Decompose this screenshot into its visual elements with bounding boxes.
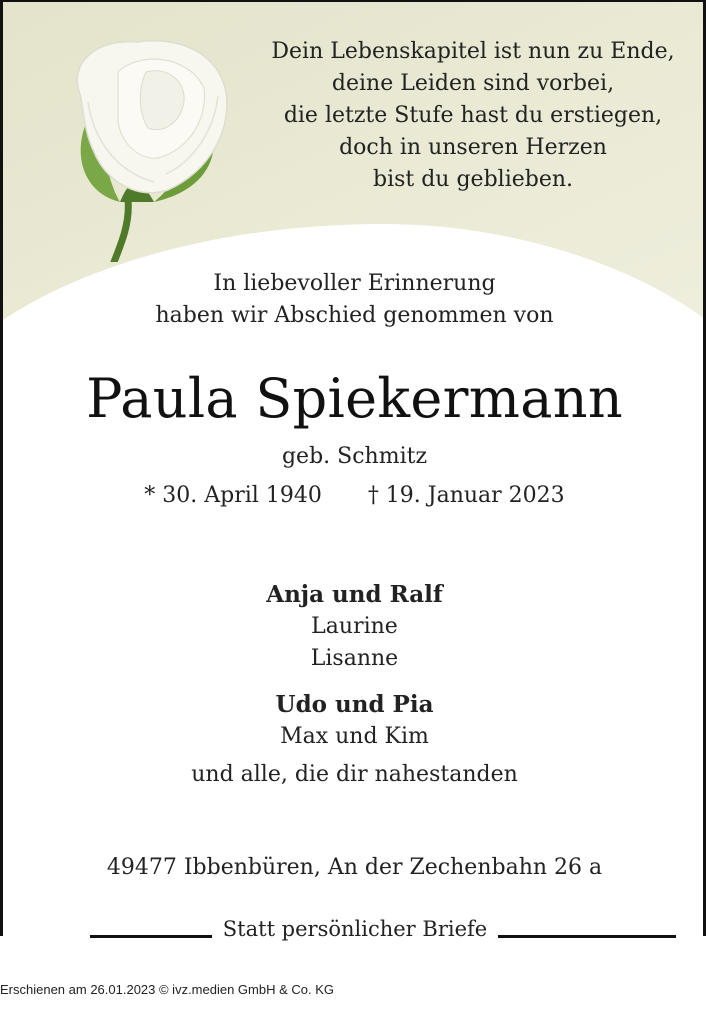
other-mourners: und alle, die dir nahestanden: [191, 762, 518, 787]
footer-rule-right: [498, 935, 676, 938]
white-rose-icon: [58, 32, 248, 262]
poem-line: doch in unseren Herzen: [339, 135, 607, 160]
poem: [253, 36, 693, 196]
life-dates: [3, 481, 706, 511]
birth-date: * 30. April 1940: [144, 483, 322, 508]
footer-rule-left: [90, 935, 212, 938]
poem-line: deine Leiden sind vorbei,: [331, 71, 615, 96]
footer-note: Statt persönlicher Briefe: [215, 914, 495, 944]
address: 49477 Ibbenbüren, An der Zechenbahn 26 a: [106, 855, 603, 880]
mourner-member: Lisanne: [310, 646, 399, 671]
poem-line: die letzte Stufe hast du erstiegen,: [283, 103, 663, 128]
intro-line-2: haben wir Abschied genommen von: [155, 303, 554, 328]
mourners: [3, 579, 706, 791]
death-date: † 19. Januar 2023: [367, 483, 565, 508]
publication-notice: Erschienen am 26.01.2023 © ivz.medien GmbH & Co. KG: [0, 982, 335, 997]
intro-text: [3, 268, 706, 332]
deceased-name: Paula Spiekermann: [86, 367, 623, 430]
intro-line-1: In liebevoller Erinnerung: [213, 271, 496, 296]
birth-name: geb. Schmitz: [281, 444, 428, 469]
mourner-member: Max und Kim: [280, 724, 429, 749]
poem-line: bist du geblieben.: [372, 167, 574, 192]
mourner-group-head: Udo und Pia: [275, 691, 434, 718]
mourner-group-head: Anja und Ralf: [266, 581, 443, 608]
mourner-member: Laurine: [311, 614, 398, 639]
poem-line: Dein Lebenskapitel ist nun zu Ende,: [271, 39, 675, 64]
